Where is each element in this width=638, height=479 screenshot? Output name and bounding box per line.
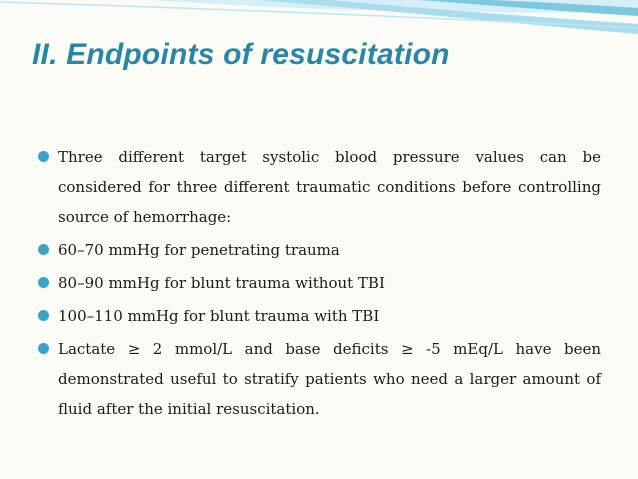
bullet-dot-icon (38, 310, 49, 321)
bullet-text: 80–90 mmHg for blunt trauma without TBI (58, 274, 385, 292)
bullet-dot-icon (38, 244, 49, 255)
bullet-list (38, 142, 601, 427)
bullet-dot-icon (38, 151, 49, 162)
bullet-dot-icon (38, 277, 49, 288)
bullet-item-lactate (38, 334, 601, 424)
bullet-item-blunt-with-tbi (38, 301, 601, 331)
bullet-text: Three different target systolic blood pressure values can be considered for three different traumatic conditions before controlling source of hemorrhage: (58, 148, 601, 226)
header-wave-decoration (0, 0, 638, 40)
bullet-text: 60–70 mmHg for penetrating trauma (58, 241, 340, 259)
bullet-item-target-sbp (38, 142, 601, 232)
page-title: II. Endpoints of resuscitation (32, 38, 450, 71)
bullet-text: 100–110 mmHg for blunt trauma with TBI (58, 307, 380, 325)
bullet-dot-icon (38, 343, 49, 354)
bullet-item-penetrating (38, 235, 601, 265)
bullet-item-blunt-without-tbi (38, 268, 601, 298)
bullet-text: Lactate ≥ 2 mmol/L and base deficits ≥ -5 mEq/L have been demonstrated useful to stratify patients who need a larger amount of fluid after the initial resuscitation. (58, 340, 601, 418)
